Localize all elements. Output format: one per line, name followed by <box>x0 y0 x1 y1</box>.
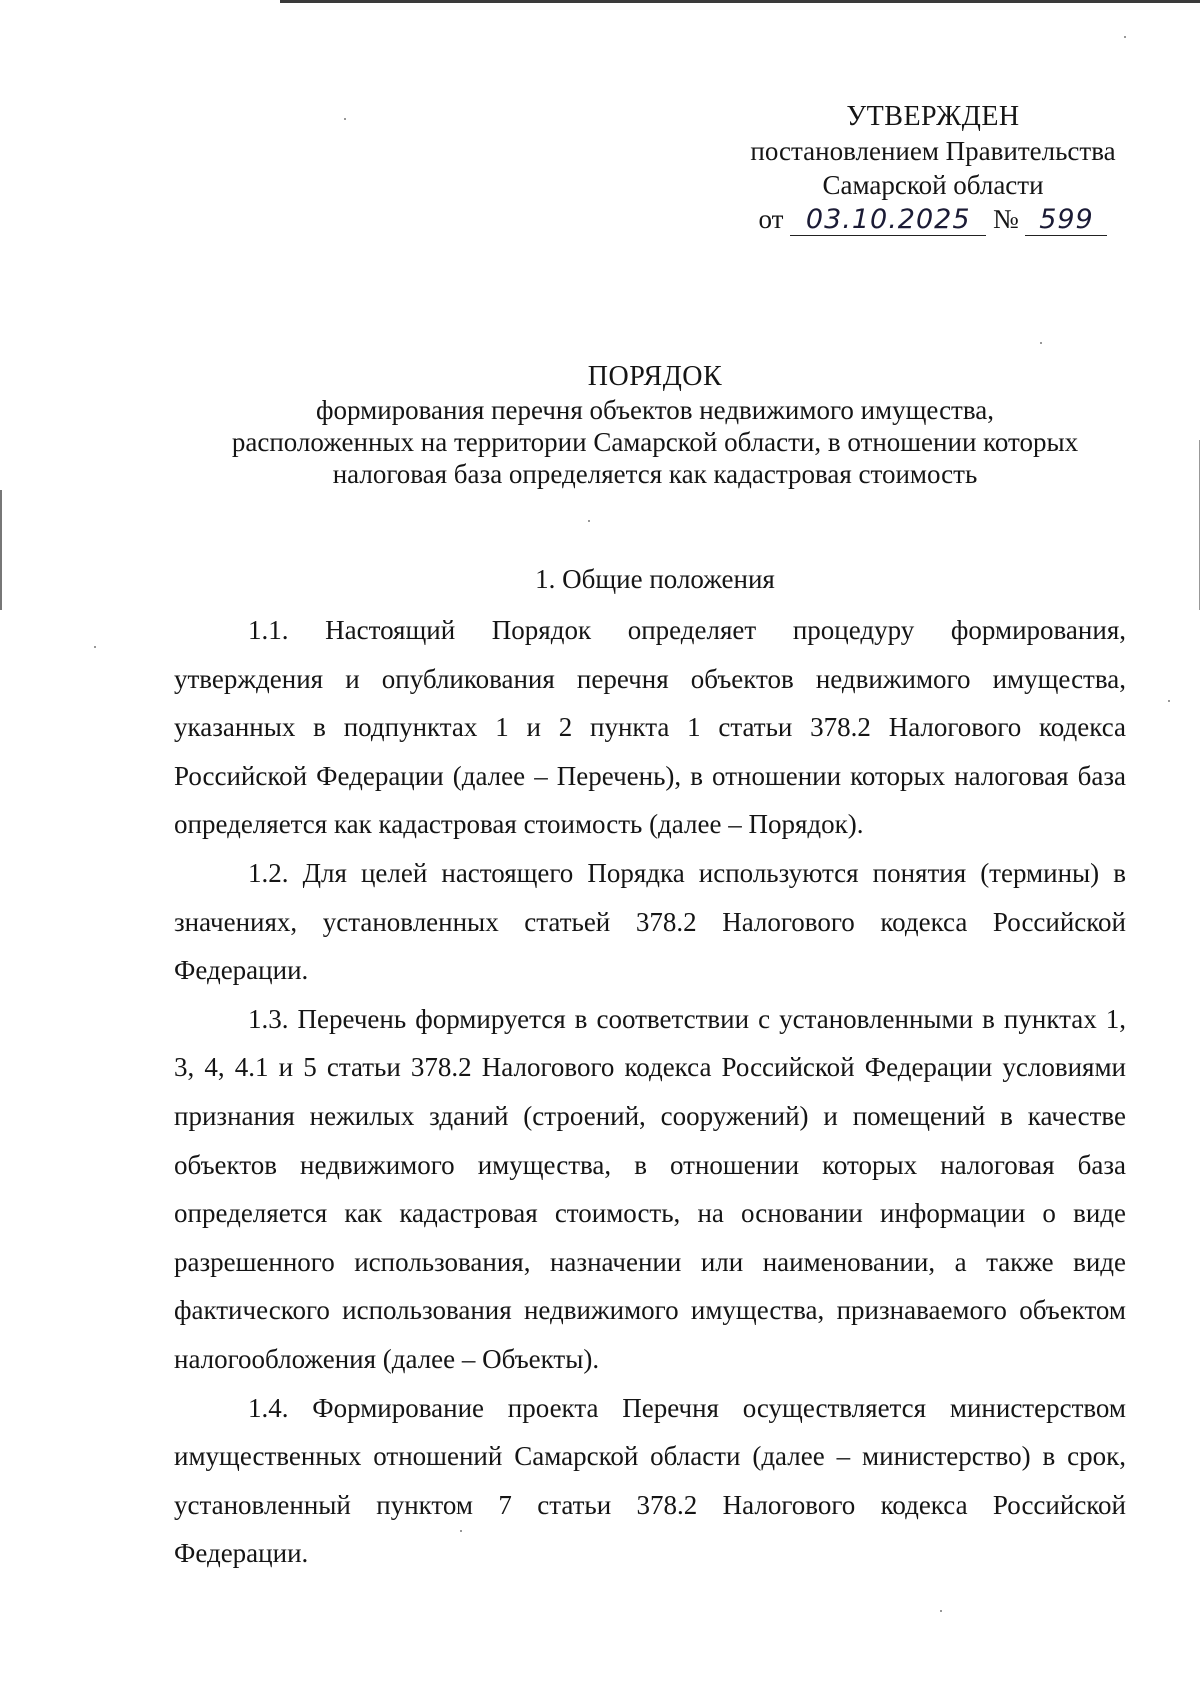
section-heading: 1. Общие положения <box>535 564 775 594</box>
approval-date-line <box>728 202 1138 236</box>
approval-line-1: постановлением Правительства <box>750 136 1116 166</box>
document-body <box>174 606 1126 1578</box>
title-line-3: налоговая база определяется как кадастровая стоимость <box>332 459 978 489</box>
approval-block <box>728 100 1138 236</box>
number-sign: № <box>992 204 1019 234</box>
scan-speck <box>1124 36 1126 38</box>
title-line-1: формирования перечня объектов недвижимого имущества, <box>316 395 994 425</box>
date-prefix: от <box>758 204 784 234</box>
document-title <box>170 360 1140 490</box>
scan-speck <box>1168 700 1170 702</box>
scan-speck <box>1040 342 1042 344</box>
scan-edge-left <box>0 490 2 610</box>
scan-speck <box>940 1610 942 1612</box>
paragraph-1-4: 1.4. Формирование проекта Перечня осуществляется министерством имущественных отношений Самарской области (далее – министерство) в срок, установленный пунктом 7 статьи 378.2 Налогового кодекса Российской Федерации. <box>174 1392 1126 1569</box>
approval-line-2: Самарской области <box>822 170 1044 200</box>
paragraph-1-2: 1.2. Для целей настоящего Порядка используются понятия (термины) в значениях, установленных статьей 378.2 Налогового кодекса Российской Федерации. <box>174 857 1126 986</box>
scan-speck <box>588 520 590 522</box>
scan-edge-top <box>280 0 1200 3</box>
scan-speck <box>344 118 346 120</box>
handwritten-number: 599 <box>1025 205 1107 236</box>
title-line-2: расположенных на территории Самарской области, в отношении которых <box>231 427 1079 457</box>
paragraph-1-1: 1.1. Настоящий Порядок определяет процедуру формирования, утверждения и опубликования перечня объектов недвижимого имущества, указанных в подпунктах 1 и 2 пункта 1 статьи 378.2 Налогового кодекса Российской Федерации (далее – Перечень), в отношении которых налоговая база определяется как кадастровая стоимость (далее – Порядок). <box>174 615 1126 840</box>
title-main: ПОРЯДОК <box>587 361 723 392</box>
approved-label: УТВЕРЖДЕН <box>846 101 1020 132</box>
scan-speck <box>94 646 96 648</box>
paragraph-1-3: 1.3. Перечень формируется в соответствии с установленными в пунктах 1, 3, 4, 4.1 и 5 статьи 378.2 Налогового кодекса Российской Федерации условиями признания нежилых зданий (строений, сооружений) и помещений в качестве объектов недвижимого имущества, в отношении которых налоговая база определяется как кадастровая стоимость, на основании информации о виде разрешенного использования, назначении или наименовании, а также виде фактического использования недвижимого имущества, признаваемого объектом налогообложения (далее – Объекты). <box>174 1003 1126 1374</box>
handwritten-date: 03.10.2025 <box>790 205 986 236</box>
